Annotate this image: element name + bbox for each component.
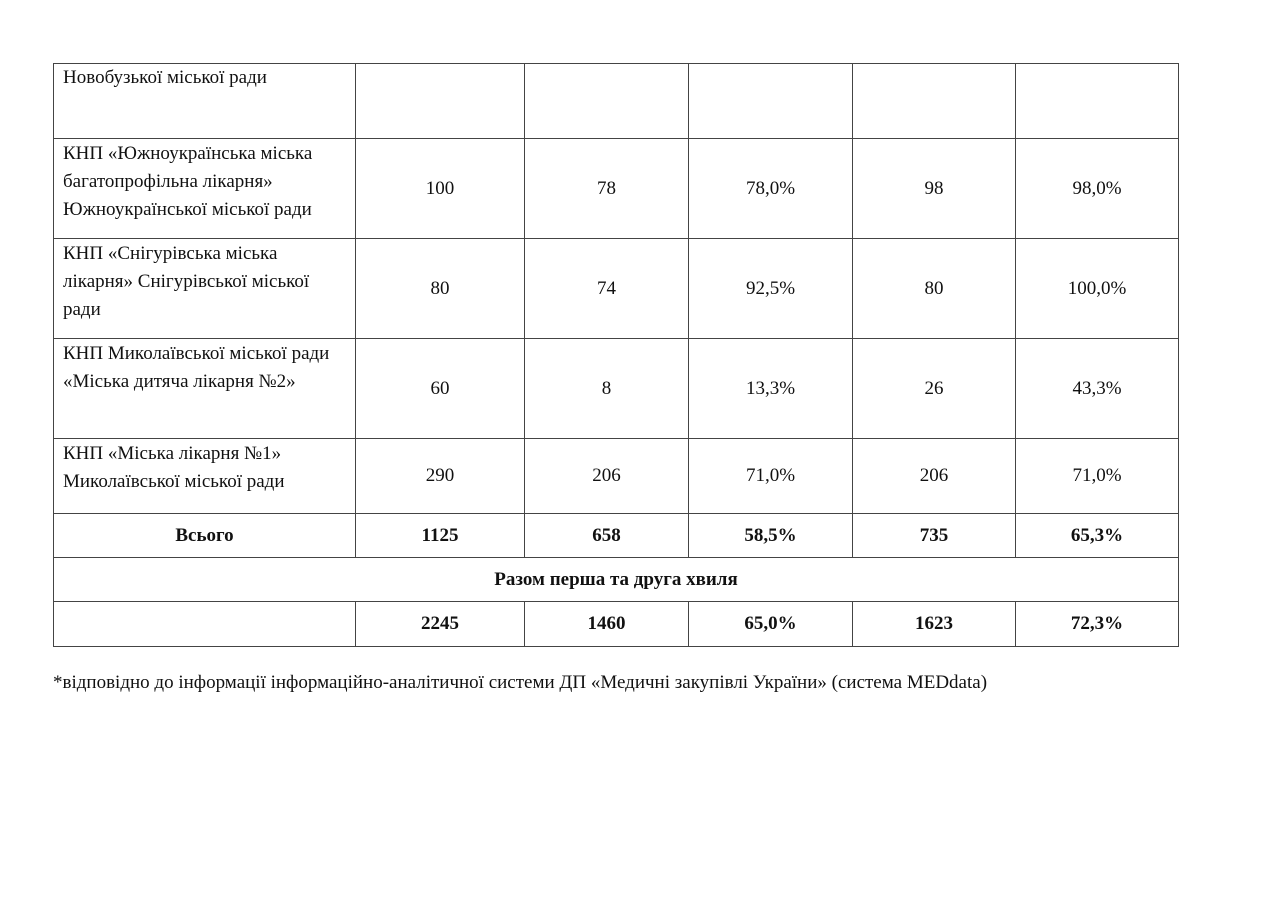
footnote: *відповідно до інформації інформаційно-аналітичної системи ДП «Медичні закупівлі України» (система MEDdata) — [53, 672, 988, 693]
institution-name: КНП «Міська лікарня №1» Миколаївської міської ради — [54, 439, 356, 514]
table-row — [54, 139, 1179, 239]
institution-name: КНП Миколаївської міської ради «Міська дитяча лікарня №2» — [54, 339, 356, 439]
percent-cell: 71,0% — [1016, 439, 1179, 514]
grand-total-percent: 72,3% — [1016, 602, 1179, 647]
percent-cell — [689, 64, 853, 139]
percent-cell: 98,0% — [1016, 139, 1179, 239]
section-row — [54, 558, 1179, 602]
percent-cell: 43,3% — [1016, 339, 1179, 439]
total-percent: 65,3% — [1016, 514, 1179, 558]
value-cell — [525, 64, 689, 139]
table-row — [54, 239, 1179, 339]
grand-total-row — [54, 602, 1179, 647]
total-percent: 58,5% — [689, 514, 853, 558]
value-cell: 26 — [853, 339, 1016, 439]
total-row — [54, 514, 1179, 558]
table-row — [54, 64, 1179, 139]
grand-total-value: 1623 — [853, 602, 1016, 647]
percent-cell: 92,5% — [689, 239, 853, 339]
value-cell: 8 — [525, 339, 689, 439]
value-cell — [853, 64, 1016, 139]
table-row — [54, 439, 1179, 514]
percent-cell: 71,0% — [689, 439, 853, 514]
grand-total-label — [54, 602, 356, 647]
value-cell: 74 — [525, 239, 689, 339]
percent-cell: 13,3% — [689, 339, 853, 439]
table-row — [54, 339, 1179, 439]
percent-cell — [1016, 64, 1179, 139]
hospital-data-table — [53, 63, 1179, 647]
percent-cell: 78,0% — [689, 139, 853, 239]
value-cell: 206 — [853, 439, 1016, 514]
total-value: 658 — [525, 514, 689, 558]
grand-total-value: 2245 — [356, 602, 525, 647]
grand-total-value: 1460 — [525, 602, 689, 647]
percent-cell: 100,0% — [1016, 239, 1179, 339]
value-cell: 78 — [525, 139, 689, 239]
value-cell — [356, 64, 525, 139]
total-value: 735 — [853, 514, 1016, 558]
grand-total-percent: 65,0% — [689, 602, 853, 647]
value-cell: 80 — [356, 239, 525, 339]
institution-name: Новобузької міської ради — [54, 64, 356, 139]
value-cell: 206 — [525, 439, 689, 514]
value-cell: 60 — [356, 339, 525, 439]
institution-name: КНП «Снігурівська міська лікарня» Снігурівської міської ради — [54, 239, 356, 339]
section-title: Разом перша та друга хвиля — [54, 558, 1179, 602]
value-cell: 98 — [853, 139, 1016, 239]
total-value: 1125 — [356, 514, 525, 558]
value-cell: 80 — [853, 239, 1016, 339]
value-cell: 100 — [356, 139, 525, 239]
institution-name: КНП «Южноукраїнська міська багатопрофільна лікарня» Южноукраїнської міської ради — [54, 139, 356, 239]
total-label: Всього — [54, 514, 356, 558]
value-cell: 290 — [356, 439, 525, 514]
